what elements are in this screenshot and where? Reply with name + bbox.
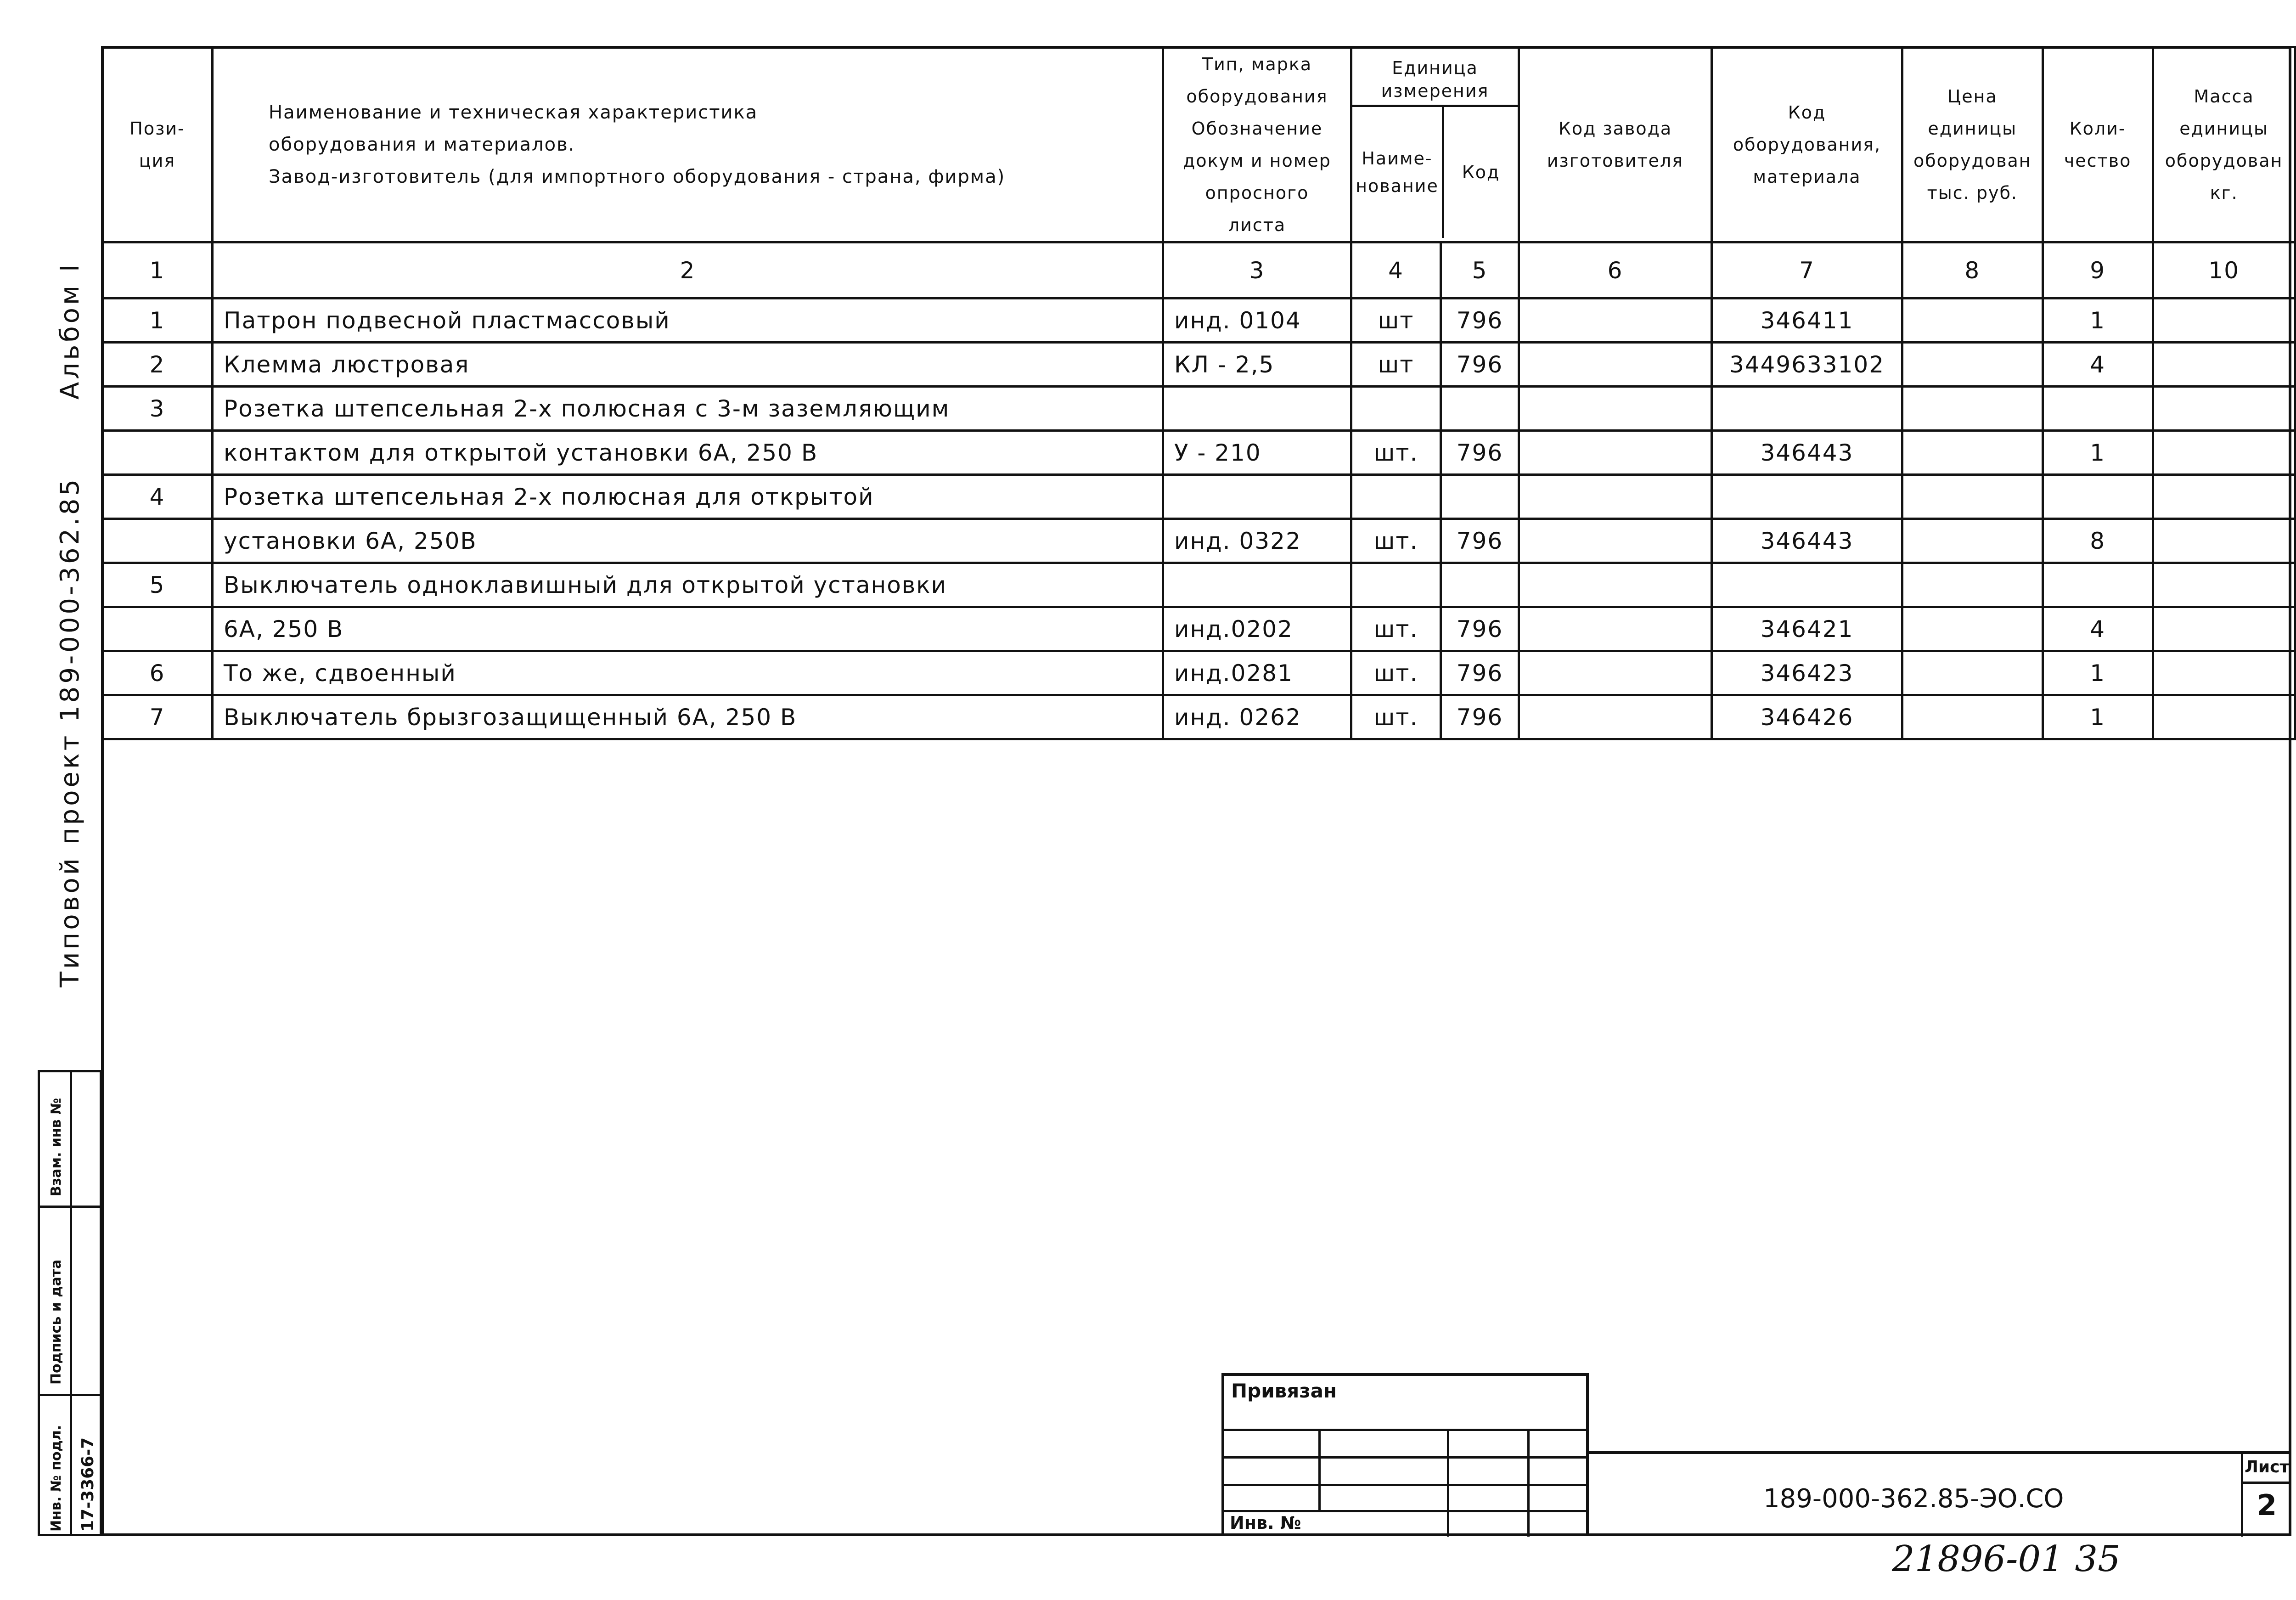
row-unit	[1351, 563, 1441, 607]
row-price	[1902, 475, 2043, 519]
stamp-inv-value: 17-3366-7	[79, 1437, 97, 1532]
row-mass	[2153, 343, 2295, 387]
header-unit	[1351, 47, 1519, 242]
row-unit-code	[1441, 387, 1519, 431]
row-mass	[2153, 607, 2295, 651]
row-unit-code: 796	[1441, 695, 1519, 739]
column-number: 2	[213, 242, 1163, 299]
row-type: инд.0281	[1163, 651, 1351, 695]
row-price	[1902, 431, 2043, 475]
row-unit-code	[1441, 475, 1519, 519]
row-unit: шт.	[1351, 695, 1441, 739]
row-maker-code	[1519, 431, 1712, 475]
row-name: Выключатель одноклавишный для открытой установки	[213, 563, 1163, 607]
table-row	[102, 343, 2296, 387]
document-code: 189-000-362.85-ЭО.СО	[1763, 1484, 2064, 1514]
table-row	[102, 519, 2296, 563]
project-label: Типовой проект 189-000-362.85	[55, 476, 85, 987]
column-number: 4	[1351, 242, 1441, 299]
row-name: Патрон подвесной пластмассовый	[213, 299, 1163, 343]
row-quantity	[2043, 387, 2153, 431]
row-unit: шт.	[1351, 431, 1441, 475]
album-label: Альбом I	[55, 261, 85, 400]
row-quantity	[2043, 563, 2153, 607]
table-row	[102, 651, 2296, 695]
row-type: У - 210	[1163, 431, 1351, 475]
row-type: инд. 0104	[1163, 299, 1351, 343]
row-quantity: 1	[2043, 431, 2153, 475]
row-unit-code: 796	[1441, 519, 1519, 563]
row-maker-code	[1519, 563, 1712, 607]
row-quantity: 4	[2043, 607, 2153, 651]
row-maker-code	[1519, 343, 1712, 387]
row-unit: шт	[1351, 343, 1441, 387]
row-quantity: 4	[2043, 343, 2153, 387]
row-price	[1902, 299, 2043, 343]
row-unit: шт.	[1351, 519, 1441, 563]
row-name: контактом для открытой установки 6А, 250 В	[213, 431, 1163, 475]
table-row	[102, 607, 2296, 651]
column-number: 6	[1519, 242, 1712, 299]
row-position: 1	[102, 299, 213, 343]
header-position: Пози- ция	[102, 47, 213, 242]
row-unit-code: 796	[1441, 607, 1519, 651]
row-equipment-code: 346443	[1712, 431, 1902, 475]
header-quantity: Коли- чество	[2043, 47, 2153, 242]
row-name: Выключатель брызгозащищенный 6А, 250 В	[213, 695, 1163, 739]
title-block-left	[1221, 1373, 1589, 1536]
row-equipment-code: 346426	[1712, 695, 1902, 739]
row-mass	[2153, 431, 2295, 475]
row-unit: шт	[1351, 299, 1441, 343]
table-row	[102, 299, 2296, 343]
row-position	[102, 607, 213, 651]
row-type: КЛ - 2,5	[1163, 343, 1351, 387]
row-position: 7	[102, 695, 213, 739]
column-number: 5	[1441, 242, 1519, 299]
row-mass	[2153, 475, 2295, 519]
header-name: Наименование и техническая характеристика оборудования и материалов. Завод-изготовитель (для импортного оборудования - страна, фирма)	[213, 47, 1163, 242]
stamp-vzam-label: Взам. инв №	[48, 1098, 64, 1196]
sheet-number: 2	[2257, 1488, 2277, 1522]
row-maker-code	[1519, 695, 1712, 739]
row-equipment-code: 346443	[1712, 519, 1902, 563]
row-type	[1163, 387, 1351, 431]
row-unit-code: 796	[1441, 299, 1519, 343]
row-unit-code	[1441, 563, 1519, 607]
row-equipment-code: 3449633102	[1712, 343, 1902, 387]
header-maker-code: Код завода изготовителя	[1519, 47, 1712, 242]
column-number: 7	[1712, 242, 1902, 299]
header-equipment-code: Код оборудования, материала	[1712, 47, 1902, 242]
row-maker-code	[1519, 387, 1712, 431]
row-name: То же, сдвоенный	[213, 651, 1163, 695]
row-maker-code	[1519, 519, 1712, 563]
row-type	[1163, 563, 1351, 607]
header-unit-name: Наиме- нование	[1352, 107, 1444, 238]
row-name: Розетка штепсельная 2-х полюсная для открытой	[213, 475, 1163, 519]
row-equipment-code: 346423	[1712, 651, 1902, 695]
row-price	[1902, 343, 2043, 387]
row-quantity: 8	[2043, 519, 2153, 563]
row-mass	[2153, 519, 2295, 563]
row-unit: шт.	[1351, 607, 1441, 651]
row-type: инд. 0262	[1163, 695, 1351, 739]
row-unit-code: 796	[1441, 651, 1519, 695]
row-type: инд. 0322	[1163, 519, 1351, 563]
row-type	[1163, 475, 1351, 519]
row-mass	[2153, 695, 2295, 739]
row-quantity	[2043, 475, 2153, 519]
row-maker-code	[1519, 651, 1712, 695]
row-unit-code: 796	[1441, 343, 1519, 387]
row-unit-code: 796	[1441, 431, 1519, 475]
row-equipment-code	[1712, 563, 1902, 607]
row-unit	[1351, 475, 1441, 519]
row-mass	[2153, 299, 2295, 343]
row-position: 3	[102, 387, 213, 431]
row-equipment-code	[1712, 387, 1902, 431]
column-number: 10	[2153, 242, 2295, 299]
inventory-stamp	[38, 1070, 102, 1536]
row-price	[1902, 651, 2043, 695]
sheet-label: Лист	[2245, 1458, 2290, 1476]
table-row	[102, 695, 2296, 739]
row-position	[102, 519, 213, 563]
row-unit: шт.	[1351, 651, 1441, 695]
table-row	[102, 563, 2296, 607]
table-row	[102, 387, 2296, 431]
column-number: 3	[1163, 242, 1351, 299]
row-position: 2	[102, 343, 213, 387]
stamp-inv-label: Инв. № подл.	[48, 1425, 64, 1532]
column-number: 8	[1902, 242, 2043, 299]
row-position: 4	[102, 475, 213, 519]
row-type: инд.0202	[1163, 607, 1351, 651]
header-price: Цена единицы оборудован тыс. руб.	[1902, 47, 2043, 242]
row-price	[1902, 563, 2043, 607]
header-unit-title: Единица измерения	[1352, 52, 1518, 107]
header-type: Тип, марка оборудования Обозначение докум и номер опросного листа	[1163, 47, 1351, 242]
row-unit	[1351, 387, 1441, 431]
row-price	[1902, 519, 2043, 563]
row-name: установки 6А, 250В	[213, 519, 1163, 563]
row-position: 5	[102, 563, 213, 607]
table-row	[102, 431, 2296, 475]
row-quantity: 1	[2043, 651, 2153, 695]
header-row	[102, 47, 2296, 242]
column-number-row	[102, 242, 2296, 299]
header-mass: Масса единицы оборудован кг.	[2153, 47, 2295, 242]
row-mass	[2153, 651, 2295, 695]
row-price	[1902, 387, 2043, 431]
title-block-right	[1586, 1451, 2291, 1536]
row-maker-code	[1519, 299, 1712, 343]
privyazan-label: Привязан	[1231, 1380, 1337, 1402]
row-mass	[2153, 563, 2295, 607]
stamp-sign-date-label: Подпись и дата	[48, 1259, 64, 1385]
inv-no-label: Инв. №	[1230, 1513, 1301, 1533]
row-position	[102, 431, 213, 475]
row-mass	[2153, 387, 2295, 431]
row-price	[1902, 695, 2043, 739]
row-price	[1902, 607, 2043, 651]
header-unit-code: Код	[1462, 162, 1500, 182]
table-row	[102, 475, 2296, 519]
row-name: Розетка штепсельная 2-х полюсная с 3-м заземляющим	[213, 387, 1163, 431]
archive-number: 21896-01 35	[1892, 1538, 2121, 1580]
row-quantity: 1	[2043, 299, 2153, 343]
row-name: 6А, 250 В	[213, 607, 1163, 651]
row-equipment-code: 346421	[1712, 607, 1902, 651]
row-name: Клемма люстровая	[213, 343, 1163, 387]
specification-table	[101, 46, 2296, 740]
row-quantity: 1	[2043, 695, 2153, 739]
row-maker-code	[1519, 607, 1712, 651]
column-number: 9	[2043, 242, 2153, 299]
row-position: 6	[102, 651, 213, 695]
row-equipment-code	[1712, 475, 1902, 519]
row-equipment-code: 346411	[1712, 299, 1902, 343]
row-maker-code	[1519, 475, 1712, 519]
column-number: 1	[102, 242, 213, 299]
